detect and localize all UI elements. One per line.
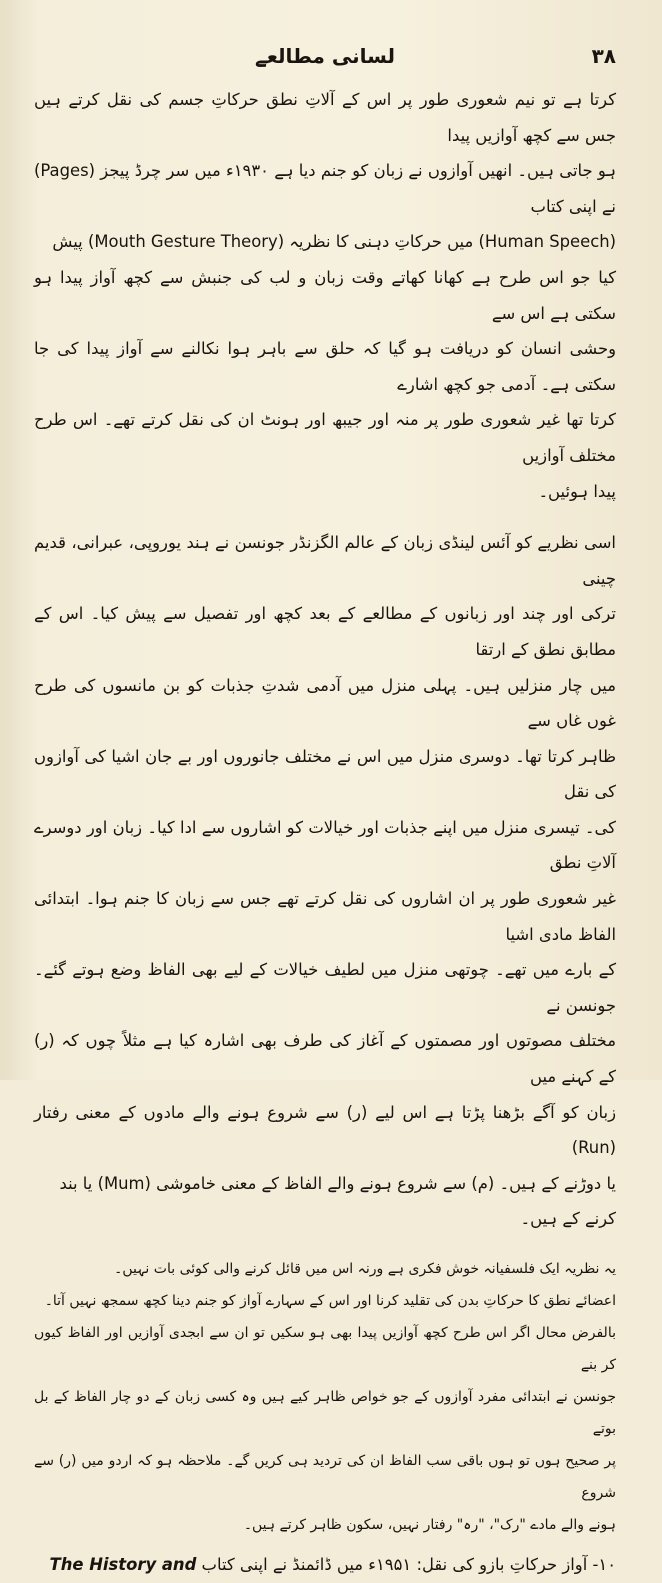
text-line: یہ نظریہ ایک فلسفیانہ خوش فکری ہے ورنہ اس میں قائل کرنے والی کوئی بات نہیں۔ bbox=[114, 1261, 616, 1277]
text-line: کیا جو اس طرح ہے کھانا کھاتے وقت زبان و لب کی جنبش سے کچھ آواز پیدا ہو سکتی ہے اس سے bbox=[34, 267, 616, 323]
text-line: میں چار منزلیں ہیں۔ پہلی منزل میں آدمی شدتِ جذبات کو بن مانسوں کی طرح غوں غاں سے bbox=[34, 675, 616, 731]
text-line: زبان کو آگے بڑھنا پڑتا ہے اس لیے (ر) سے شروع ہونے والے مادوں کے معنی رفتار (Run) bbox=[34, 1102, 616, 1158]
text-line: وحشی انسان کو دریافت ہو گیا کہ حلق سے باہر ہوا نکالنے سے آواز پیدا کی جا سکتی ہے۔ آدمی جو کچھ اشارے bbox=[34, 339, 616, 394]
text-line: یا دوڑنے کے ہیں۔ (م) سے شروع ہونے والے الفاظ کے معنی خاموشی (Mum) یا بند bbox=[59, 1173, 616, 1193]
text-line: کی۔ تیسری منزل میں اپنے جذبات اور خیالات کو اشاروں سے ادا کیا۔ زبان اور دوسرے آلاتِ نطق bbox=[34, 817, 616, 873]
section-heading-line bbox=[34, 1547, 616, 1583]
text-line: بالفرض محال اگر اس طرح کچھ آوازیں پیدا بھی ہو سکیں تو ان سے ابجدی آوازیں اور الفاظ کیوں کر بنے bbox=[34, 1325, 616, 1373]
paragraph-1 bbox=[34, 82, 616, 509]
book-title-latin: The History and bbox=[49, 1555, 197, 1574]
text-line: کرتا ہے تو نیم شعوری طور پر اس کے آلاتِ نطق حرکاتِ جسم کی نقل کرتے ہیں جس سے کچھ آوازیں پیدا bbox=[34, 90, 616, 145]
text-line: ہونے والے مادے "رک"، "رہ" رفتار نہیں، سکون ظاہر کرتے ہیں۔ bbox=[243, 1517, 616, 1533]
text-line: پیدا ہوئیں۔ bbox=[538, 481, 616, 501]
text-line: جونسن نے ابتدائی مفرد آوازوں کے جو خواص ظاہر کیے ہیں وہ کسی زبان کے دو چار الفاظ کے بل بوتے bbox=[34, 1389, 616, 1437]
text-line: ظاہر کرتا تھا۔ دوسری منزل میں اس نے مختلف جانوروں اور بے جان اشیا کی آوازوں کی نقل bbox=[34, 746, 616, 802]
text-line: کے بارے میں تھے۔ چوتھی منزل میں لطیف خیالات کے لیے بھی الفاظ وضع ہوتے گئے۔ جونسن نے bbox=[34, 960, 616, 1015]
text-line: کرتا تھا غیر شعوری طور پر منہ اور جیبھ اور ہونٹ ان کی نقل کرتے تھے۔ اس طرح مختلف آوازیں bbox=[34, 410, 616, 465]
text-line: ہو جاتی ہیں۔ انھیں آوازوں نے زبان کو جنم دیا ہے ۱۹۳۰ء میں سر چرڈ پیجز (Pages) نے اپنی کتاب bbox=[34, 161, 616, 216]
section-number-label: ۱۰- آواز حرکاتِ بازو کی نقل: bbox=[416, 1555, 616, 1574]
text-line: پر صحیح ہوں تو ہوں باقی سب الفاظ ان کی تردید ہی کریں گے۔ ملاحظہ ہو کہ اردو میں (ر) سے شروع bbox=[34, 1453, 616, 1501]
section-lead-text: ۱۹۵۱ء میں ڈائمنڈ نے اپنی کتاب bbox=[201, 1555, 412, 1574]
text-line: اسی نظریے کو آئس لینڈی زبان کے عالم الگزنڈر جونسن نے ہند یوروپی، عبرانی، قدیم چینی bbox=[34, 533, 616, 588]
running-head: لسانی مطالعے bbox=[255, 44, 395, 68]
text-line: کرنے کے ہیں۔ bbox=[520, 1209, 616, 1229]
text-line: (Human Speech) میں حرکاتِ دہنی کا نظریہ (Mouth Gesture Theory) پیش bbox=[52, 232, 616, 252]
text-line: اعضائے نطق کا حرکاتِ بدن کی تقلید کرنا اور اس کے سہارے آواز کو جنم دینا کچھ سمجھ نہیں آتا۔ bbox=[44, 1293, 616, 1309]
text-line: مختلف مصوتوں اور مصمتوں کے آغاز کی طرف بھی اشارہ کیا ہے مثلاً چوں کہ (ر) کے کہنے میں bbox=[34, 1031, 616, 1087]
text-line: غیر شعوری طور پر ان اشاروں کی نقل کرتے تھے جس سے زبان کا جنم ہوا۔ ابتدائی الفاظ مادی اشیا bbox=[34, 889, 616, 944]
text-line: ترکی اور چند اور زبانوں کے مطالعے کے بعد کچھ اور تفصیل سے پیش کیا۔ اس کے مطابق نطق کے ارتقا bbox=[34, 604, 616, 659]
paragraph-2 bbox=[34, 525, 616, 1237]
page-number: ۳۸ bbox=[591, 44, 616, 68]
commentary-paragraph bbox=[34, 1253, 616, 1541]
page-header bbox=[34, 44, 616, 74]
body-text bbox=[34, 82, 616, 1583]
